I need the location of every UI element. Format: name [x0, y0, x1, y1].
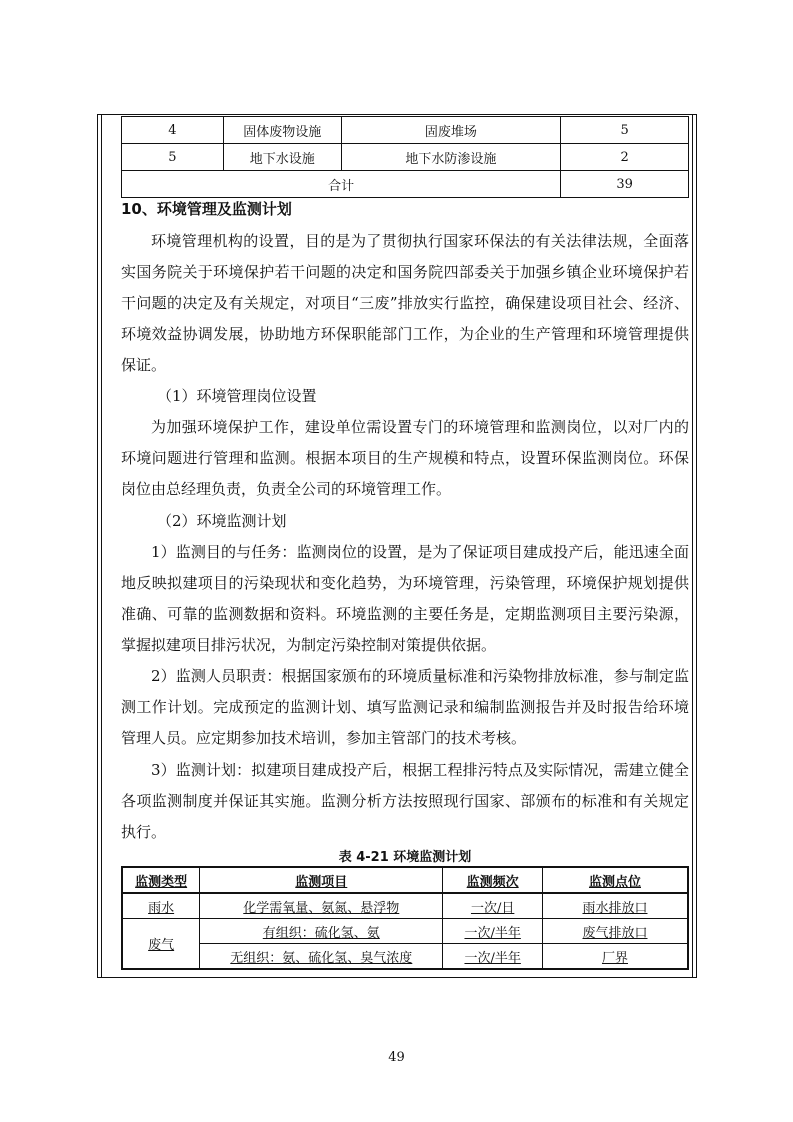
facility-count: 5 [561, 117, 689, 144]
facility-category: 地下水设施 [223, 144, 341, 171]
column-header: 监测类型 [122, 867, 200, 893]
facility-category: 固体废物设施 [223, 117, 341, 144]
monitor-point: 废气排放口 [543, 919, 689, 944]
facility-count: 2 [561, 144, 689, 171]
column-header: 监测项目 [200, 867, 443, 893]
monitoring-plan-table [121, 866, 689, 970]
subsection-title-1: （1）环境管理岗位设置 [157, 387, 317, 405]
monitor-item: 化学需氧量、氨氮、悬浮物 [200, 893, 443, 919]
monitor-type: 废气 [122, 919, 200, 970]
table-row [122, 117, 689, 144]
subsection-title-2: （2）环境监测计划 [157, 512, 287, 530]
facility-item: 固废堆场 [341, 117, 561, 144]
monitor-point: 厂界 [543, 944, 689, 970]
monitor-item-1: 1）监测目的与任务：监测岗位的设置，是为了保证项目建成投产后，能迅速全面地反映拟建项目的污染现状和变化趋势，为环境管理，污染管理，环境保护规划提供准确、可靠的监测数据和资料。环境监测的主要任务是，定期监测项目主要污染源，掌握拟建项目排污状况，为制定污染控制对策提供依据。 [121, 543, 689, 654]
section-heading: 10、环境管理及监测计划 [121, 200, 292, 218]
monitor-frequency: 一次/半年 [443, 919, 543, 944]
monitor-type: 雨水 [122, 893, 200, 919]
table-row [122, 144, 689, 171]
facility-table [121, 116, 689, 198]
monitor-frequency: 一次/半年 [443, 944, 543, 970]
row-number: 5 [122, 144, 224, 171]
table-caption: 表 4-21 环境监测计划 [338, 850, 472, 865]
monitor-frequency: 一次/日 [443, 893, 543, 919]
monitor-item: 无组织：氨、硫化氢、臭气浓度 [200, 944, 443, 970]
intro-paragraph: 环境管理机构的设置，目的是为了贯彻执行国家环保法的有关法律法规，全面落实国务院关于环境保护若干问题的决定和国务院四部委关于加强乡镇企业环境保护若干问题的决定及有关规定，对项目“三废”排放实行监控，确保建设项目社会、经济、环境效益协调发展，协助地方环保职能部门工作，为企业的生产管理和环境管理提供保证。 [121, 232, 689, 374]
monitor-item: 有组织：硫化氢、氨 [200, 919, 443, 944]
total-label: 合计 [122, 171, 561, 198]
monitor-item-2: 2）监测人员职责：根据国家颁布的环境质量标准和污染物排放标准，参与制定监测工作计划。完成预定的监测计划、填写监测记录和编制监测报告并及时报告给环境管理人员。应定期参加技术培训，参加主管部门的技术考核。 [121, 667, 689, 747]
column-header: 监测点位 [543, 867, 689, 893]
page-number: 49 [388, 1050, 405, 1065]
table-header-row [122, 867, 688, 893]
column-header: 监测频次 [443, 867, 543, 893]
subsection-text-1: 为加强环境保护工作，建设单位需设置专门的环境管理和监测岗位，以对厂内的环境问题进行管理和监测。根据本项目的生产规模和特点，设置环保监测岗位。环保岗位由总经理负责，负责全公司的环境管理工作。 [121, 418, 689, 498]
total-row [122, 171, 689, 198]
table-row [122, 893, 688, 919]
total-value: 39 [561, 171, 689, 198]
monitor-item-3: 3）监测计划：拟建项目建成投产后，根据工程排污特点及实际情况，需建立健全各项监测制度并保证其实施。监测分析方法按照现行国家、部颁布的标准和有关规定执行。 [121, 761, 689, 841]
monitor-point: 雨水排放口 [543, 893, 689, 919]
table-row [122, 944, 688, 970]
table-row [122, 919, 688, 944]
row-number: 4 [122, 117, 224, 144]
facility-item: 地下水防渗设施 [341, 144, 561, 171]
